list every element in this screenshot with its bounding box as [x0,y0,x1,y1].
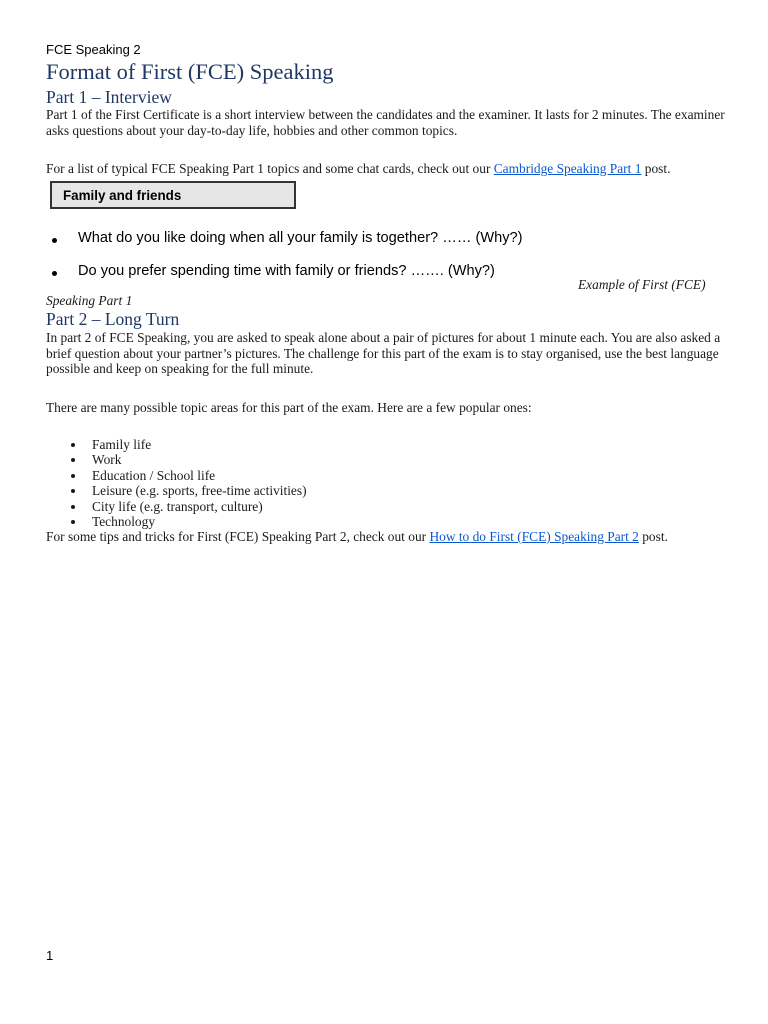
chat-card-question-text: What do you like doing when all your family is together? …… (Why?) [78,230,523,246]
part1-intro: Part 1 of the First Certificate is a short interview between the candidates and the examiner. It lasts for 2 minutes. The examiner asks questions about your day-to-day life, hobbies and other common topics. [46,107,725,138]
part2-tips-line [46,529,726,545]
part1-topics-prefix: For a list of typical FCE Speaking Part 1 topics and some chat cards, check out our [46,161,494,176]
bullet-icon [71,489,75,493]
list-item-text: Family life [92,437,152,452]
part2-tips-suffix: post. [638,529,668,544]
bullet-icon [52,271,57,276]
part1-topics-line [46,161,726,177]
list-item [46,468,307,483]
page-title: Format of First (FCE) Speaking [46,59,334,84]
chat-card-header [50,181,296,209]
list-item-text: City life (e.g. transport, culture) [92,498,263,514]
list-item [46,483,307,498]
bullet-icon [71,458,75,462]
part2-heading: Part 2 – Long Turn [46,309,180,329]
fce-speaking-part2-link[interactable]: How to do First (FCE) Speaking Part 2 [429,529,639,544]
list-item [46,437,307,452]
topic-list [46,437,307,529]
list-item [46,499,307,514]
figure-caption-line1: Example of First (FCE) [578,277,706,292]
bullet-icon [71,505,75,509]
bullet-icon [71,474,75,478]
list-item-text: Education / School life [92,467,216,483]
bullet-icon [71,443,75,447]
part1-topics-suffix: post. [641,161,671,176]
document-header: FCE Speaking 2 [46,42,141,57]
chat-card-title: Family and friends [63,188,182,203]
bullet-icon [52,238,57,243]
list-item-text: Technology [92,513,156,529]
list-item [46,452,307,467]
part2-topics-intro: There are many possible topic areas for this part of the exam. Here are a few popular ones: [46,400,532,415]
part2-intro: In part 2 of FCE Speaking, you are asked to speak alone about a pair of pictures for about 1 minute each. You are also asked a brief question about your partner’s pictures. The challenge for this part of the exam is to stay organised, use the best language possible and keep on speaking for the full minute. [46,330,721,377]
list-item-text: Leisure (e.g. sports, free-time activities) [92,483,307,499]
bullet-icon [71,520,75,524]
list-item-text: Work [92,452,122,468]
page-number: 1 [46,948,54,963]
chat-card-question-text: Do you prefer spending time with family or friends? ……. (Why?) [78,263,495,279]
list-item [46,514,307,529]
cambridge-speaking-part1-link[interactable]: Cambridge Speaking Part 1 [493,161,642,176]
part2-tips-prefix: For some tips and tricks for First (FCE) Speaking Part 2, check out our [46,529,430,544]
part1-heading: Part 1 – Interview [46,87,172,107]
figure-caption-line2: Speaking Part 1 [46,293,133,308]
